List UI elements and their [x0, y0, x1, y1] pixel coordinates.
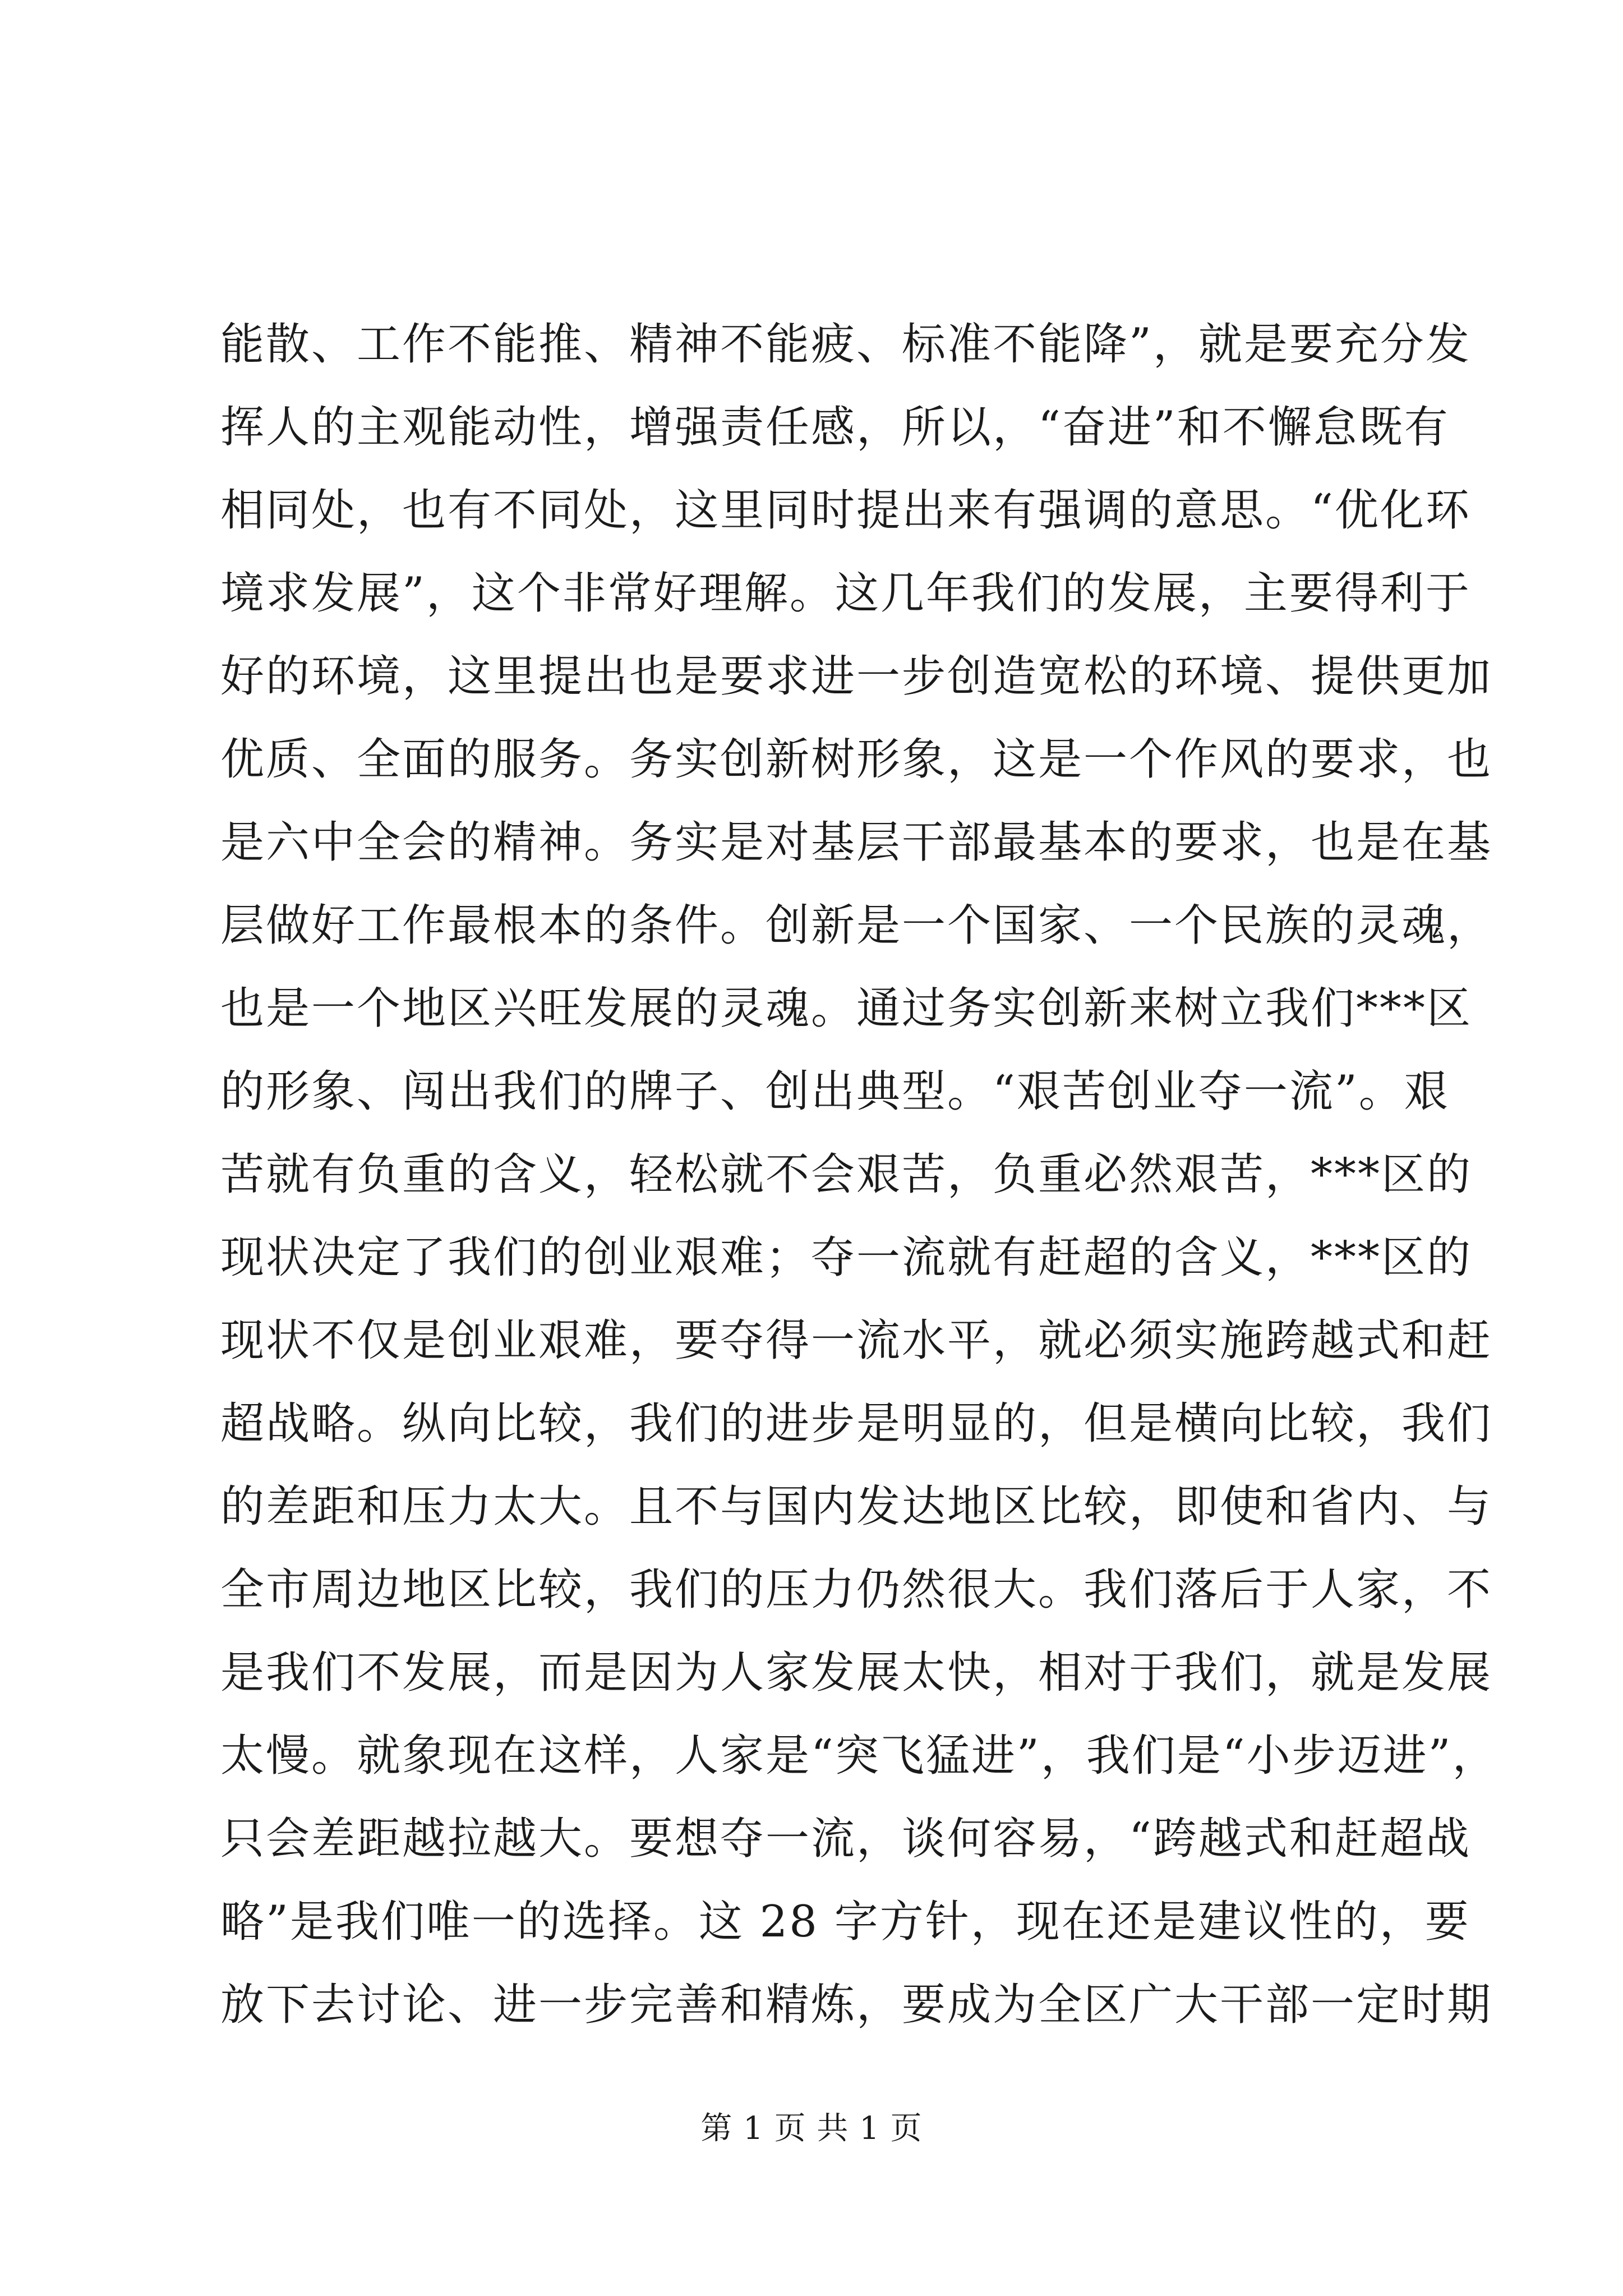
text-line: 苦就有负重的含义，轻松就不会艰苦，负重必然艰苦，***区的	[220, 1149, 1473, 1200]
text-line: 相同处，也有不同处，这里同时提出来有强调的意思。“优化环	[220, 485, 1471, 536]
page-footer	[0, 2106, 1623, 2151]
text-line: 超战略。纵向比较，我们的进步是明显的，但是横向比较，我们	[220, 1398, 1493, 1449]
text-line: 太慢。就象现在这样，人家是“突飞猛进”，我们是“小步迈进”，	[220, 1731, 1498, 1781]
text-line: 现状不仅是创业艰难，要夺得一流水平，就必须实施跨越式和赶	[220, 1315, 1493, 1366]
text-line: 挥人的主观能动性，增强责任感，所以，“奋进”和不懈怠既有	[220, 402, 1450, 453]
text-line: 全市周边地区比较，我们的压力仍然很大。我们落后于人家，不	[220, 1565, 1493, 1615]
body-text	[220, 303, 1498, 2046]
text-line: 能散、工作不能推、精神不能疲、标准不能降”，就是要充分发	[220, 319, 1471, 370]
text-line: 好的环境，这里提出也是要求进一步创造宽松的环境、提供更加	[220, 651, 1493, 702]
text-line: 境求发展”，这个非常好理解。这几年我们的发展，主要得利于	[220, 568, 1471, 619]
text-line: 只会差距越拉越大。要想夺一流，谈何容易，“跨越式和赶超战	[220, 1814, 1471, 1864]
text-line: 的形象、闯出我们的牌子、创出典型。“艰苦创业夺一流”。艰	[220, 1066, 1450, 1117]
text-line: 层做好工作最根本的条件。创新是一个国家、一个民族的灵魂，	[220, 900, 1493, 951]
text-line: 是六中全会的精神。务实是对基层干部最基本的要求，也是在基	[220, 817, 1493, 868]
text-line: 的差距和压力太大。且不与国内发达地区比较，即使和省内、与	[220, 1481, 1493, 1532]
text-line: 放下去讨论、进一步完善和精炼，要成为全区广大干部一定时期	[220, 1980, 1493, 2030]
text-line: 略”是我们唯一的选择。这 28 字方针，现在还是建议性的，要	[220, 1897, 1470, 1947]
page-number-label: 第 1 页 共 1 页	[700, 2110, 923, 2147]
text-line: 是我们不发展，而是因为人家发展太快，相对于我们，就是发展	[220, 1648, 1493, 1698]
text-line: 现状决定了我们的创业艰难；夺一流就有赶超的含义，***区的	[220, 1232, 1473, 1283]
text-line: 也是一个地区兴旺发展的灵魂。通过务实创新来树立我们***区	[220, 983, 1473, 1034]
text-line: 优质、全面的服务。务实创新树形象，这是一个作风的要求，也	[220, 734, 1493, 785]
